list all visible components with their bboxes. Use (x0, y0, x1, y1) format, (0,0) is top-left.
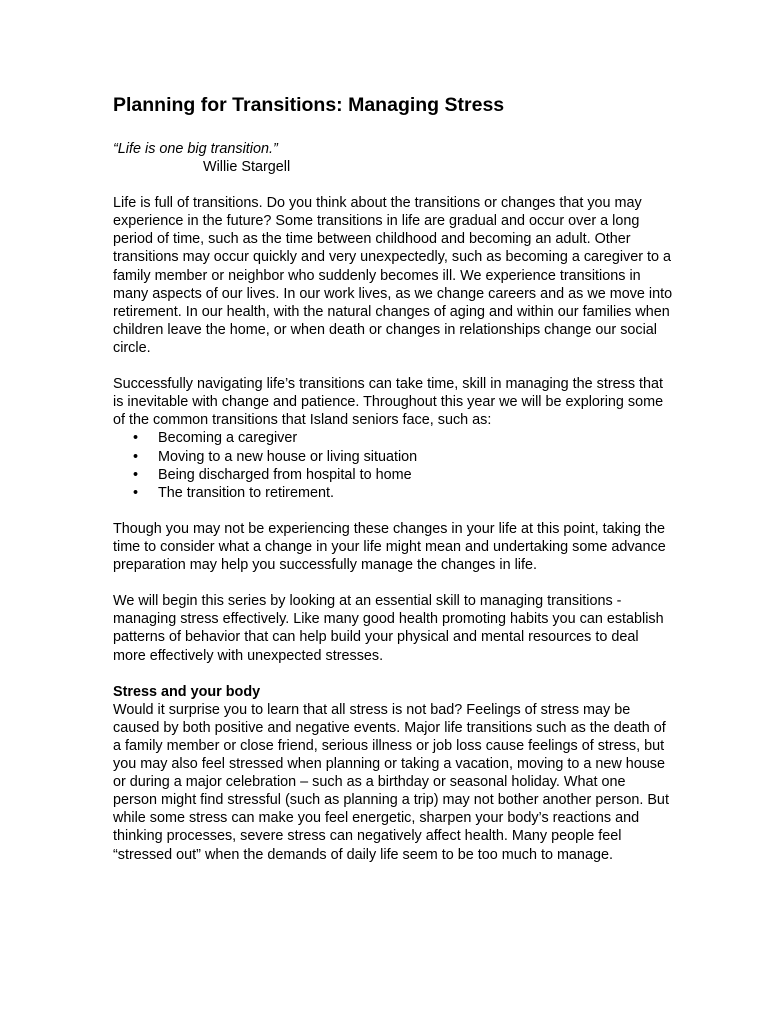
preparation-paragraph: Though you may not be experiencing these changes in your life at this point, taking the time to consider what a change in your life might mean and undertaking some advance preparation may help you successfully manage the changes in life. (113, 520, 666, 574)
list-item-text: Being discharged from hospital to home (158, 466, 412, 483)
bullet-icon: • (133, 466, 139, 483)
list-item-text: Becoming a caregiver (158, 430, 298, 447)
navigating-paragraph: Successfully navigating life’s transitions can take time, skill in managing the stress that is inevitable with change and patience. Throughout this year we will be exploring some of the common transitions that Island seniors face, such as: (113, 376, 664, 429)
list-item (113, 448, 673, 466)
transitions-list (113, 429, 673, 501)
document-page (113, 93, 673, 882)
bullet-icon: • (133, 430, 139, 447)
list-item-text: Moving to a new house or living situation (158, 448, 418, 465)
section-heading: Stress and your body (113, 683, 261, 700)
page-title: Planning for Transitions: Managing Stress (113, 94, 505, 116)
list-item (113, 484, 673, 502)
epigraph-quote: “Life is one big transition.” (113, 141, 278, 157)
bullet-icon: • (133, 484, 139, 501)
stress-body-paragraph: Would it surprise you to learn that all stress is not bad? Feelings of stress may be caused by both positive and negative events. Major life transitions such as the death of a family member or close friend, serious illness or job loss cause feelings of stress, but you may also feel stressed when planning or taking a vacation, moving to a new house or during a major celebration – such as a birthday or seasonal holiday. What one person might find stressful (such as planning a trip) may not bother another person. But while some stress can make you feel energetic, sharpen your body’s reactions and thinking processes, severe stress can negatively affect health. Many people feel “stressed out” when the demands of daily life seem to be too much to manage. (113, 701, 669, 863)
intro-paragraph: Life is full of transitions. Do you think about the transitions or changes that you may experience in the future? Some transitions in life are gradual and occur over a long period of time, such as the time between childhood and becoming an adult. Other transitions may occur quickly and very unexpectedly, such as becoming a caregiver to a family member or neighbor who suddenly becomes ill. We experience transitions in many aspects of our lives. In our work lives, as we change careers and as we move into retirement. In our health, with the natural changes of aging and within our families when children leave the home, or when death or changes in relationships change our social circle. (113, 195, 673, 356)
list-item-text: The transition to retirement. (158, 484, 334, 501)
epigraph-author: Willie Stargell (203, 159, 291, 176)
list-item (113, 429, 673, 447)
bullet-icon: • (133, 448, 139, 465)
list-item (113, 466, 673, 484)
series-paragraph: We will begin this series by looking at an essential skill to managing transitions - managing stress effectively. Like many good health promoting habits you can establish patterns of behavior that can help build your physical and mental resources to deal more effectively with unexpected stresses. (113, 593, 664, 664)
